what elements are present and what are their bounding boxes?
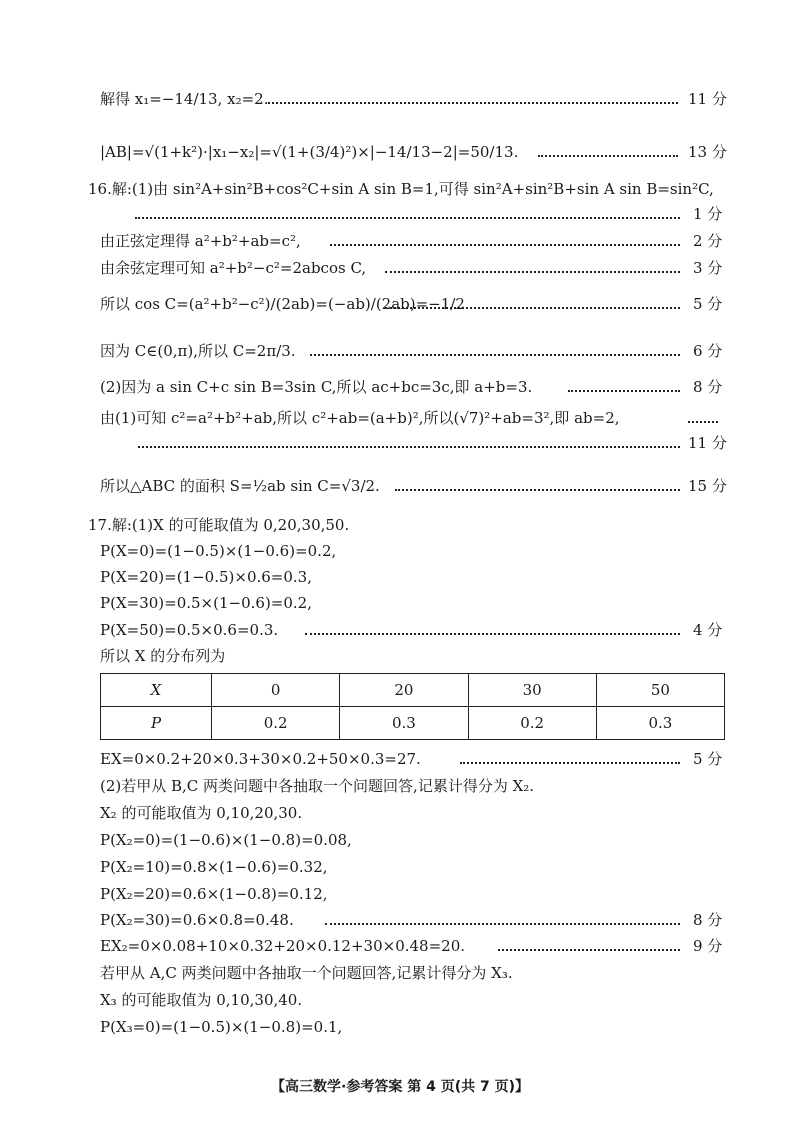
answer-line: P(X=20)=(1−0.5)×0.6=0.3, <box>100 568 312 586</box>
answer-line: 所以 X 的分布列为 <box>100 647 226 665</box>
answer-line: P(X₂=20)=0.6×(1−0.8)=0.12, <box>100 885 328 903</box>
answer-line: P(X₂=10)=0.8×(1−0.6)=0.32, <box>100 858 328 876</box>
dot-leader <box>498 937 680 951</box>
dot-leader <box>135 205 680 219</box>
dot-leader <box>688 409 718 423</box>
page-footer: 【高三数学·参考答案 第 4 页(共 7 页)】 <box>271 1079 529 1095</box>
score-label: 11 分 <box>688 90 727 108</box>
dot-leader <box>305 621 680 635</box>
table-cell: 20 <box>340 674 468 707</box>
dot-leader <box>538 143 678 157</box>
answer-line: 16.解:(1)由 sin²A+sin²B+cos²C+sin A sin B=1,可得 sin²A+sin²B+sin A sin B=sin²C, <box>88 180 714 198</box>
score-label: 15 分 <box>688 477 727 495</box>
distribution-table <box>100 673 725 740</box>
table-cell: 50 <box>596 674 724 707</box>
dot-leader <box>385 295 680 309</box>
answer-line: EX=0×0.2+20×0.3+30×0.2+50×0.3=27. <box>100 750 421 768</box>
answer-line: P(X=30)=0.5×(1−0.6)=0.2, <box>100 594 312 612</box>
answer-line: 若甲从 A,C 两类问题中各抽取一个问题回答,记累计得分为 X₃. <box>100 964 513 982</box>
table-cell: 0 <box>212 674 340 707</box>
answer-line: 因为 C∈(0,π),所以 C=2π/3. <box>100 342 296 360</box>
dot-leader <box>568 378 680 392</box>
table-cell: 0.3 <box>340 707 468 740</box>
table-cell: 0.2 <box>212 707 340 740</box>
answer-line: 所以 cos C=(a²+b²−c²)/(2ab)=(−ab)/(2ab)=−1/2. <box>100 295 470 313</box>
score-label: 6 分 <box>693 342 723 360</box>
dot-leader <box>268 90 678 104</box>
answer-line: P(X₃=0)=(1−0.5)×(1−0.8)=0.1, <box>100 1018 343 1036</box>
answer-line: 17.解:(1)X 的可能取值为 0,20,30,50. <box>88 516 350 534</box>
score-label: 8 分 <box>693 378 723 396</box>
dot-leader <box>460 750 680 764</box>
dot-leader <box>325 911 680 925</box>
answer-line: X₃ 的可能取值为 0,10,30,40. <box>100 991 303 1009</box>
table-cell: P <box>101 707 212 740</box>
answer-line: P(X=0)=(1−0.5)×(1−0.6)=0.2, <box>100 542 337 560</box>
answer-line: |AB|=√(1+k²)·|x₁−x₂|=√(1+(3/4)²)×|−14/13−2|=50/13. <box>100 143 519 161</box>
table-row <box>101 674 725 707</box>
score-label: 13 分 <box>688 143 727 161</box>
answer-line: 所以△ABC 的面积 S=½ab sin C=√3/2. <box>100 477 380 495</box>
table-cell: 0.2 <box>468 707 596 740</box>
answer-line: EX₂=0×0.08+10×0.32+20×0.12+30×0.48=20. <box>100 937 466 955</box>
score-label: 8 分 <box>693 911 723 929</box>
table-row <box>101 707 725 740</box>
table-cell: X <box>101 674 212 707</box>
answer-line: P(X₂=30)=0.6×0.8=0.48. <box>100 911 294 929</box>
score-label: 2 分 <box>693 232 723 250</box>
table-cell: 0.3 <box>596 707 724 740</box>
dot-leader <box>395 477 680 491</box>
score-label: 9 分 <box>693 937 723 955</box>
dot-leader <box>330 232 680 246</box>
answer-line: 由正弦定理得 a²+b²+ab=c², <box>100 232 301 250</box>
score-label: 3 分 <box>693 259 723 277</box>
dot-leader <box>385 259 680 273</box>
dot-leader <box>138 434 680 448</box>
answer-line: (2)因为 a sin C+c sin B=3sin C,所以 ac+bc=3c,即 a+b=3. <box>100 378 533 396</box>
answer-line: 解得 x₁=−14/13, x₂=2. <box>100 90 269 108</box>
answer-line: 由余弦定理可知 a²+b²−c²=2abcos C, <box>100 259 367 277</box>
score-label: 4 分 <box>693 621 723 639</box>
table-cell: 30 <box>468 674 596 707</box>
answer-line: (2)若甲从 B,C 两类问题中各抽取一个问题回答,记累计得分为 X₂. <box>100 777 535 795</box>
answer-line: P(X=50)=0.5×0.6=0.3. <box>100 621 279 639</box>
score-label: 5 分 <box>693 750 723 768</box>
answer-line: 由(1)可知 c²=a²+b²+ab,所以 c²+ab=(a+b)²,所以(√7)²+ab=3²,即 ab=2, <box>100 409 620 427</box>
score-label: 1 分 <box>693 205 723 223</box>
answer-line: P(X₂=0)=(1−0.6)×(1−0.8)=0.08, <box>100 831 352 849</box>
dot-leader <box>310 342 680 356</box>
answer-line: X₂ 的可能取值为 0,10,20,30. <box>100 804 303 822</box>
score-label: 5 分 <box>693 295 723 313</box>
score-label: 11 分 <box>688 434 727 452</box>
